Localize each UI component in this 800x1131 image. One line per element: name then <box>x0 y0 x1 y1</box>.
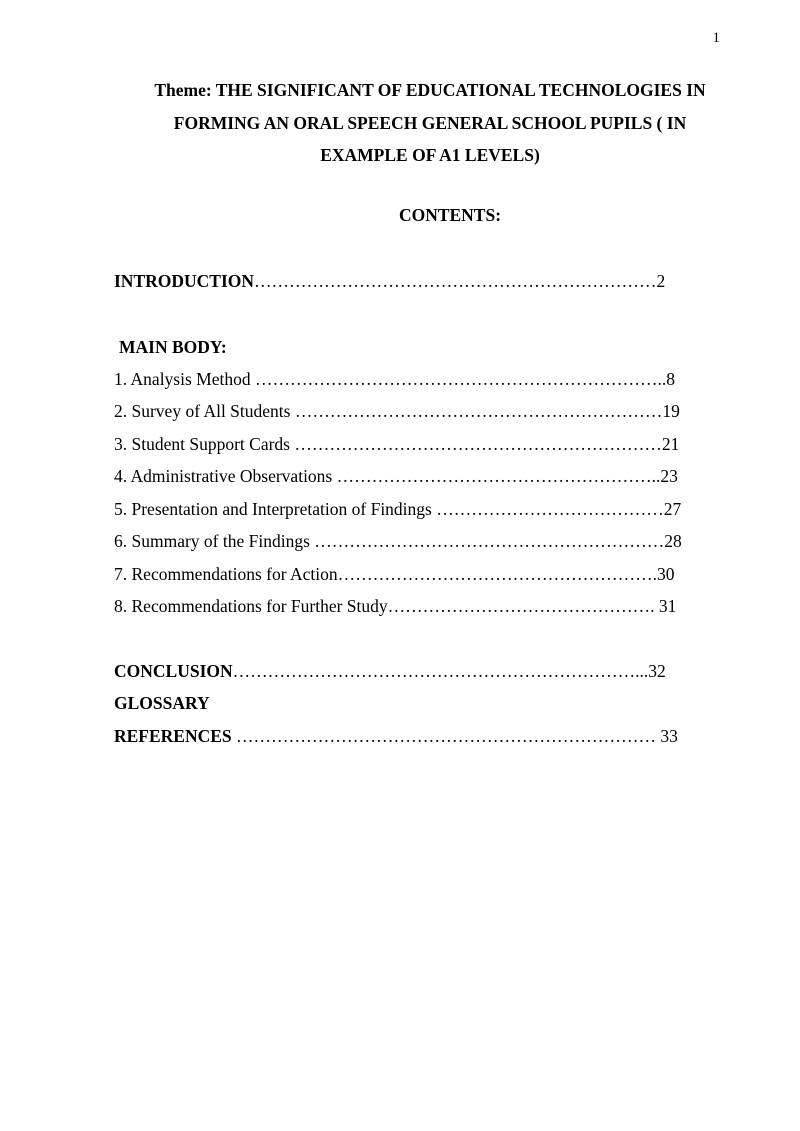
toc-introduction <box>114 271 665 292</box>
main-body-heading: MAIN BODY: <box>119 337 227 357</box>
toc-item: 1. Analysis Method ……………………………………………………………..8 <box>114 369 675 389</box>
title-line-2: FORMING AN ORAL SPEECH GENERAL SCHOOL PUPILS ( IN <box>173 112 687 133</box>
toc-item: 2. Survey of All Students ………………………………………………………19 <box>114 401 680 421</box>
toc-item: 4. Administrative Observations ………………………………………………..23 <box>114 466 678 486</box>
toc-item: 7. Recommendations for Action……………………………………………….30 <box>114 564 675 584</box>
contents-heading: CONTENTS: <box>398 205 502 225</box>
toc-item: 8. Recommendations for Further Study………………………………………. 31 <box>114 596 677 616</box>
toc-references-label: REFERENCES <box>114 726 232 746</box>
toc-references <box>114 726 678 747</box>
toc-conclusion-leader: ……………………………………………………………...32 <box>232 661 666 681</box>
title-line-3: EXAMPLE OF A1 LEVELS) <box>320 145 540 165</box>
toc-item: 6. Summary of the Findings ……………………………………………………28 <box>114 531 682 551</box>
document-title <box>110 74 750 172</box>
toc-references-leader: ……………………………………………………………… 33 <box>231 726 678 746</box>
title-line-1: Theme: THE SIGNIFICANT OF EDUCATIONAL TECHNOLOGIES IN <box>154 80 706 100</box>
toc-item: 5. Presentation and Interpretation of Findings …………………………………27 <box>114 499 682 519</box>
toc-introduction-label: INTRODUCTION <box>114 271 255 291</box>
toc-item: 3. Student Support Cards ………………………………………………………21 <box>114 434 680 454</box>
toc-conclusion-label: CONCLUSION <box>114 661 233 681</box>
toc-glossary: GLOSSARY <box>114 693 210 713</box>
toc-conclusion <box>114 661 666 682</box>
page-number: 1 <box>712 30 720 46</box>
toc-introduction-leader: ……………………………………………………………2 <box>254 271 666 291</box>
